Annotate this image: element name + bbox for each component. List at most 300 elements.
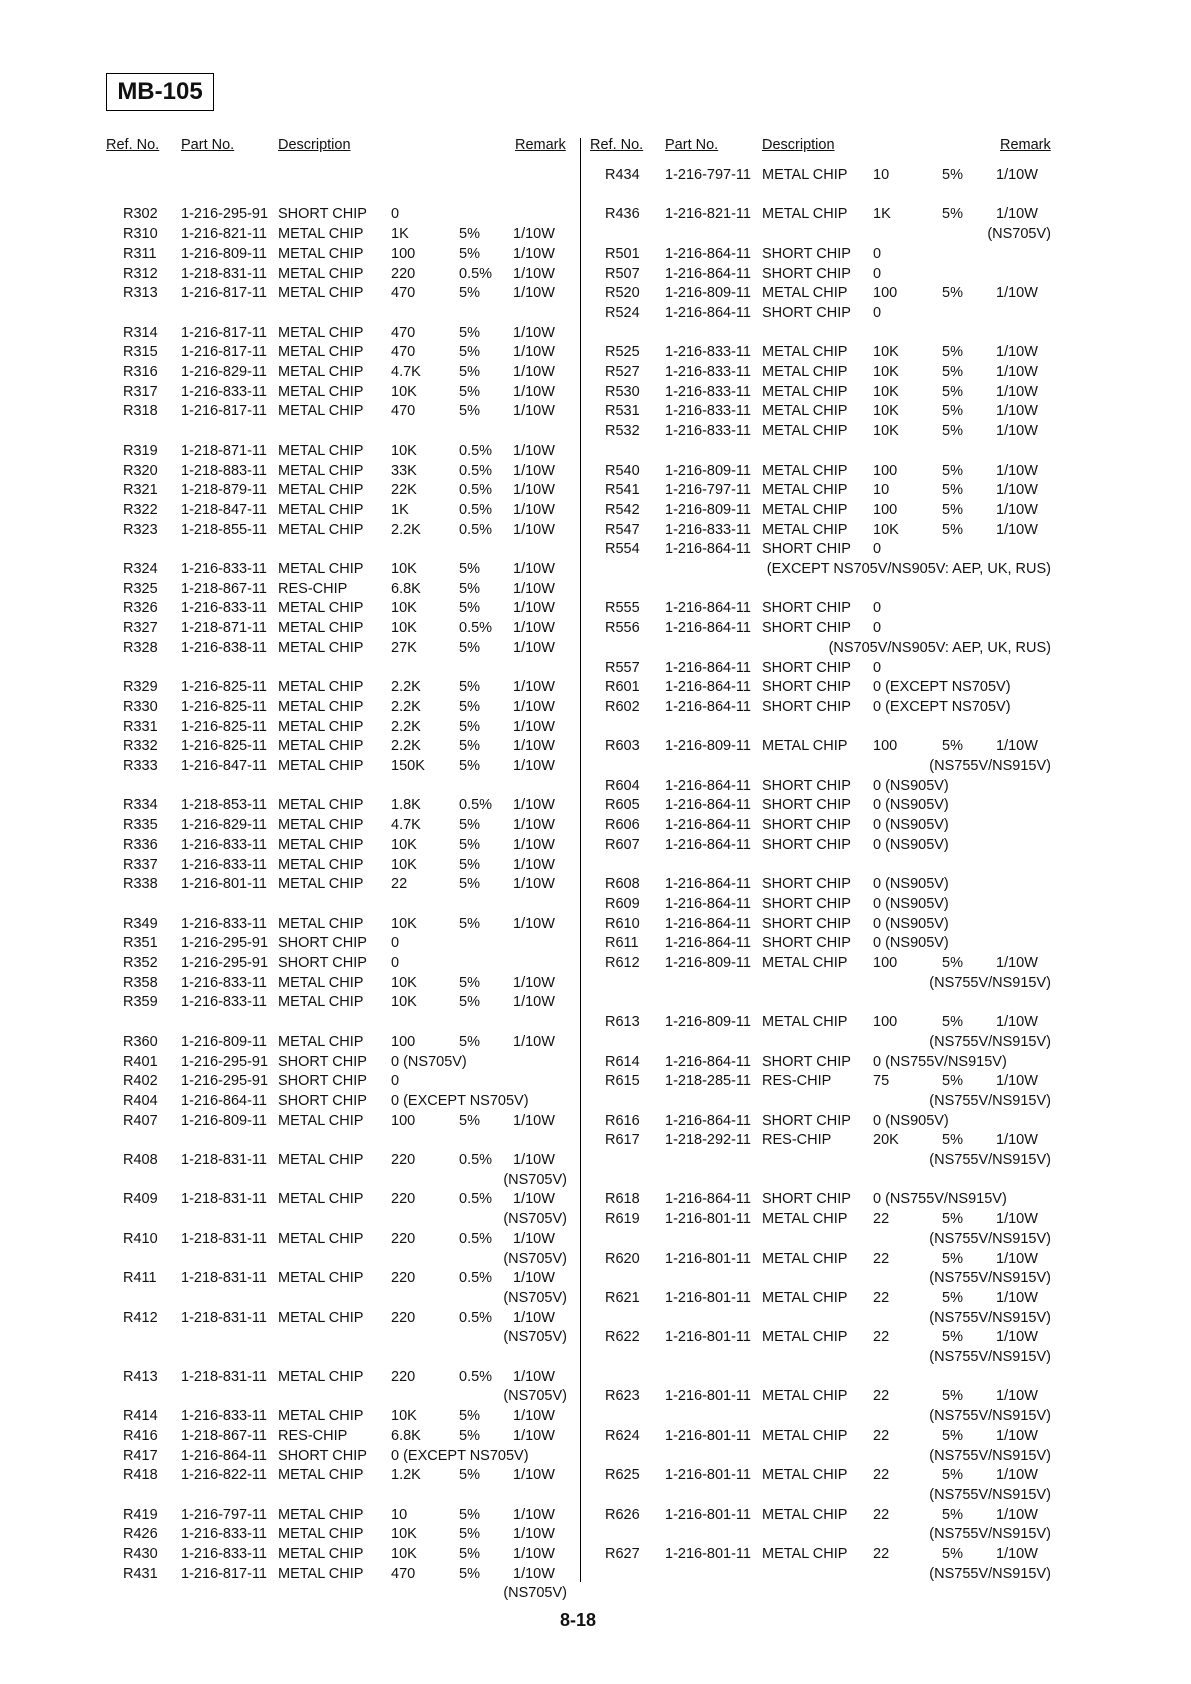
value: 22	[873, 1467, 890, 1484]
tolerance: 5%	[459, 876, 480, 893]
tolerance: 5%	[459, 856, 480, 873]
ref-no: R620	[605, 1250, 640, 1267]
tolerance: 5%	[942, 1211, 963, 1228]
parts-row	[0, 362, 1191, 382]
tolerance: 0.5%	[459, 1368, 493, 1385]
tolerance: 0.5%	[459, 1152, 493, 1168]
ref-no: R605	[605, 797, 640, 814]
tolerance: 5%	[942, 1388, 963, 1405]
description: METAL CHIP	[278, 817, 364, 834]
model-label: MB-105	[106, 73, 214, 111]
tolerance: 5%	[942, 1250, 963, 1267]
description: METAL CHIP	[762, 955, 848, 971]
part-no: 1-216-801-11	[665, 1546, 751, 1562]
description: METAL CHIP	[762, 206, 848, 223]
tolerance: 5%	[942, 501, 963, 518]
description: SHORT CHIP	[762, 1112, 851, 1129]
parts-row	[0, 1052, 1191, 1072]
description: METAL CHIP	[278, 501, 364, 518]
header-part-no-right: Part No.	[665, 137, 719, 153]
parts-row	[0, 1446, 1191, 1466]
part-no: 1-218-292-11	[665, 1132, 751, 1149]
description: SHORT CHIP	[762, 600, 851, 617]
remark-note: (NS705V)	[503, 1585, 567, 1602]
value: 0 (NS755V/NS915V)	[873, 1053, 1007, 1070]
ref-no: R319	[123, 442, 158, 459]
power-rating: 1/10W	[513, 915, 555, 932]
tolerance: 5%	[459, 245, 480, 262]
power-rating: 1/10W	[513, 758, 555, 774]
part-no: 1-218-853-11	[181, 797, 267, 814]
value: 27K	[391, 639, 417, 656]
parts-row	[0, 1367, 1191, 1387]
description: SHORT CHIP	[762, 817, 851, 834]
description: METAL CHIP	[762, 1250, 848, 1267]
value: 22	[873, 1546, 890, 1562]
tolerance: 5%	[459, 1427, 480, 1444]
power-rating: 1/10W	[996, 482, 1038, 499]
value: 0 (NS905V)	[873, 817, 949, 834]
parts-row	[0, 1071, 1191, 1091]
ref-no: R615	[605, 1073, 640, 1090]
part-no: 1-218-831-11	[181, 1309, 267, 1326]
power-rating: 1/10W	[996, 1073, 1038, 1090]
description: SHORT CHIP	[762, 541, 851, 558]
value: 10K	[391, 994, 417, 1011]
ref-no: R412	[123, 1309, 158, 1326]
part-no: 1-216-833-11	[665, 521, 751, 538]
tolerance: 5%	[459, 1506, 480, 1523]
description: METAL CHIP	[278, 639, 364, 656]
value: 4.7K	[391, 364, 421, 380]
ref-no: R312	[123, 265, 158, 282]
description: METAL CHIP	[762, 521, 848, 538]
power-rating: 1/10W	[996, 462, 1038, 479]
parts-row	[0, 697, 1191, 717]
description: METAL CHIP	[278, 1467, 364, 1484]
ref-no: R416	[123, 1427, 158, 1444]
part-no: 1-216-809-11	[181, 245, 267, 262]
description: SHORT CHIP	[762, 935, 851, 952]
parts-row	[0, 500, 1191, 520]
value: 220	[391, 1230, 416, 1247]
part-no: 1-216-825-11	[181, 698, 267, 715]
description: METAL CHIP	[278, 1526, 364, 1543]
ref-no: R540	[605, 462, 640, 479]
tolerance: 5%	[942, 423, 963, 440]
value: 10K	[873, 383, 899, 400]
description: METAL CHIP	[278, 994, 364, 1011]
value: 0	[873, 245, 882, 262]
description: SHORT CHIP	[762, 265, 851, 282]
parts-row	[0, 441, 1191, 461]
power-rating: 1/10W	[996, 383, 1038, 400]
tolerance: 5%	[942, 521, 963, 538]
part-no: 1-216-864-11	[665, 895, 751, 912]
part-no: 1-218-855-11	[181, 521, 267, 538]
tolerance: 5%	[459, 285, 480, 302]
value: 10K	[391, 561, 417, 577]
remark-note: (NS705V)	[503, 1329, 567, 1346]
value: 10K	[391, 1526, 417, 1543]
part-no: 1-216-864-11	[665, 541, 751, 558]
power-rating: 1/10W	[996, 1329, 1038, 1346]
description: METAL CHIP	[278, 383, 364, 400]
description: SHORT CHIP	[278, 1092, 367, 1109]
power-rating: 1/10W	[513, 383, 555, 400]
part-no: 1-218-847-11	[181, 501, 267, 518]
part-no: 1-216-829-11	[181, 817, 267, 834]
ref-no: R601	[605, 679, 640, 696]
value: 150K	[391, 758, 425, 774]
tolerance: 5%	[942, 955, 963, 971]
description: SHORT CHIP	[762, 777, 851, 794]
value: 10K	[391, 1408, 417, 1425]
part-no: 1-216-829-11	[181, 364, 267, 380]
part-no: 1-216-833-11	[181, 561, 267, 577]
ref-no: R335	[123, 817, 158, 834]
power-rating: 1/10W	[996, 1427, 1038, 1444]
parts-row	[0, 874, 1191, 894]
part-no: 1-216-833-11	[665, 344, 751, 361]
tolerance: 5%	[459, 974, 480, 991]
part-no: 1-216-833-11	[181, 836, 267, 853]
value: 220	[391, 1191, 416, 1208]
tolerance: 5%	[942, 1073, 963, 1090]
tolerance: 5%	[459, 344, 480, 361]
tolerance: 5%	[459, 915, 480, 932]
ref-no: R351	[123, 935, 158, 952]
ref-no: R313	[123, 285, 158, 302]
power-rating: 1/10W	[996, 1211, 1038, 1228]
part-no: 1-216-801-11	[665, 1250, 751, 1267]
tolerance: 5%	[459, 383, 480, 400]
value: 22	[873, 1506, 890, 1523]
ref-no: R524	[605, 304, 640, 321]
part-no: 1-216-838-11	[181, 639, 267, 656]
ref-no: R542	[605, 501, 640, 518]
description: SHORT CHIP	[762, 245, 851, 262]
part-no: 1-216-864-11	[665, 265, 751, 282]
part-no: 1-216-833-11	[181, 1526, 267, 1543]
ref-no: R525	[605, 344, 640, 361]
remark-note: (NS755V/NS915V)	[929, 1349, 1051, 1365]
ref-no: R501	[605, 245, 640, 262]
value: 100	[873, 1014, 898, 1031]
power-rating: 1/10W	[513, 1467, 555, 1484]
description: METAL CHIP	[278, 482, 364, 499]
ref-no: R314	[123, 324, 158, 341]
power-rating: 1/10W	[996, 501, 1038, 518]
part-no: 1-216-833-11	[181, 1546, 267, 1562]
tolerance: 0.5%	[459, 482, 493, 499]
power-rating: 1/10W	[513, 797, 555, 814]
value: 10	[873, 167, 890, 183]
part-no: 1-216-801-11	[665, 1329, 751, 1346]
ref-no: R352	[123, 955, 158, 971]
parts-row	[0, 776, 1191, 796]
power-rating: 1/10W	[996, 403, 1038, 420]
parts-row	[0, 914, 1191, 934]
description: METAL CHIP	[278, 1565, 364, 1582]
description: METAL CHIP	[762, 383, 848, 400]
remark-note: (NS755V/NS915V)	[929, 1033, 1051, 1050]
value: 10K	[873, 344, 899, 361]
ref-no: R402	[123, 1073, 158, 1090]
description: METAL CHIP	[762, 1211, 848, 1228]
description: METAL CHIP	[278, 758, 364, 774]
part-no: 1-216-864-11	[181, 1092, 267, 1109]
description: METAL CHIP	[278, 915, 364, 932]
description: METAL CHIP	[278, 1270, 364, 1287]
header-ref-no-left: Ref. No.	[106, 137, 160, 153]
value: 10K	[391, 1546, 417, 1562]
parts-row	[0, 204, 1191, 224]
tolerance: 0.5%	[459, 1309, 493, 1326]
parts-row	[0, 1111, 1191, 1131]
value: 2.2K	[391, 521, 421, 538]
ref-no: R328	[123, 639, 158, 656]
value: 22	[391, 876, 408, 893]
power-rating: 1/10W	[513, 1112, 555, 1129]
remark-note: (NS755V/NS915V)	[929, 1092, 1051, 1109]
part-no: 1-216-801-11	[181, 876, 267, 893]
ref-no: R556	[605, 620, 640, 637]
description: SHORT CHIP	[762, 698, 851, 715]
ref-no: R326	[123, 600, 158, 617]
power-rating: 1/10W	[996, 955, 1038, 971]
part-no: 1-216-295-91	[181, 955, 269, 971]
parts-row	[0, 1327, 1191, 1347]
part-no: 1-216-864-11	[665, 679, 751, 696]
remark-note: (NS705V)	[503, 1211, 567, 1228]
part-no: 1-216-821-11	[181, 226, 267, 243]
tolerance: 5%	[942, 344, 963, 361]
description: METAL CHIP	[762, 738, 848, 755]
ref-no: R606	[605, 817, 640, 834]
ref-no: R323	[123, 521, 158, 538]
tolerance: 0.5%	[459, 1270, 493, 1287]
parts-row	[0, 618, 1191, 638]
ref-no: R325	[123, 580, 158, 597]
power-rating: 1/10W	[513, 501, 555, 518]
remark-note: (NS705V)	[987, 226, 1051, 243]
parts-row	[0, 1544, 1191, 1564]
tolerance: 0.5%	[459, 797, 493, 814]
parts-row	[0, 855, 1191, 875]
value: 10	[873, 482, 890, 499]
parts-row	[0, 1130, 1191, 1150]
value: 1.2K	[391, 1467, 421, 1484]
power-rating: 1/10W	[996, 364, 1038, 380]
parts-row	[0, 1091, 1191, 1111]
value: 10K	[391, 915, 417, 932]
description: METAL CHIP	[278, 1230, 364, 1247]
remark-note: (NS755V/NS915V)	[929, 1486, 1051, 1503]
ref-no: R414	[123, 1408, 158, 1425]
description: METAL CHIP	[278, 265, 364, 282]
tolerance: 0.5%	[459, 442, 493, 459]
power-rating: 1/10W	[513, 738, 555, 755]
parts-row	[0, 1288, 1191, 1308]
part-no: 1-218-831-11	[181, 1152, 267, 1168]
part-no: 1-216-801-11	[665, 1388, 751, 1405]
part-no: 1-216-809-11	[665, 285, 751, 302]
ref-no: R419	[123, 1506, 158, 1523]
tolerance: 0.5%	[459, 620, 493, 637]
parts-row	[0, 224, 1191, 244]
power-rating: 1/10W	[513, 679, 555, 696]
ref-no: R327	[123, 620, 158, 637]
power-rating: 1/10W	[513, 561, 555, 577]
power-rating: 1/10W	[996, 738, 1038, 755]
ref-no: R330	[123, 698, 158, 715]
value: 22	[873, 1211, 890, 1228]
ref-no: R617	[605, 1132, 640, 1149]
ref-no: R541	[605, 482, 640, 499]
parts-row	[0, 1032, 1191, 1052]
ref-no: R603	[605, 738, 640, 755]
part-no: 1-216-833-11	[665, 403, 751, 420]
power-rating: 1/10W	[513, 974, 555, 991]
parts-row	[0, 461, 1191, 481]
part-no: 1-216-833-11	[665, 364, 751, 380]
description: METAL CHIP	[278, 245, 364, 262]
power-rating: 1/10W	[513, 817, 555, 834]
value: 0	[391, 935, 400, 952]
power-rating: 1/10W	[513, 1408, 555, 1425]
part-no: 1-216-809-11	[181, 1112, 267, 1129]
part-no: 1-216-864-11	[665, 600, 751, 617]
parts-row	[0, 677, 1191, 697]
parts-row	[0, 1347, 1191, 1367]
part-no: 1-216-801-11	[665, 1467, 751, 1484]
ref-no: R418	[123, 1467, 158, 1484]
description: METAL CHIP	[762, 1506, 848, 1523]
value: 0 (NS705V)	[391, 1053, 467, 1070]
description: METAL CHIP	[762, 403, 848, 420]
part-no: 1-216-864-11	[665, 1053, 751, 1070]
parts-row	[0, 579, 1191, 599]
power-rating: 1/10W	[513, 403, 555, 420]
value: 75	[873, 1073, 890, 1090]
parts-row	[0, 283, 1191, 303]
tolerance: 5%	[459, 817, 480, 834]
tolerance: 5%	[942, 403, 963, 420]
tolerance: 5%	[942, 285, 963, 302]
power-rating: 1/10W	[513, 580, 555, 597]
power-rating: 1/10W	[513, 620, 555, 637]
parts-row	[0, 756, 1191, 776]
parts-row	[0, 815, 1191, 835]
power-rating: 1/10W	[513, 226, 555, 243]
description: SHORT CHIP	[278, 1053, 367, 1070]
value: 0 (NS905V)	[873, 935, 949, 952]
part-no: 1-216-864-11	[665, 304, 751, 321]
description: SHORT CHIP	[278, 935, 367, 952]
remark-note: (NS705V)	[503, 1388, 567, 1405]
description: METAL CHIP	[278, 324, 364, 341]
value: 100	[391, 1112, 416, 1129]
parts-row	[0, 953, 1191, 973]
tolerance: 5%	[942, 1014, 963, 1031]
parts-row	[0, 1249, 1191, 1269]
tolerance: 5%	[942, 738, 963, 755]
part-no: 1-216-847-11	[181, 758, 267, 774]
ref-no: R613	[605, 1014, 640, 1031]
description: METAL CHIP	[762, 167, 848, 183]
description: METAL CHIP	[278, 1408, 364, 1425]
part-no: 1-216-817-11	[181, 285, 267, 302]
ref-no: R322	[123, 501, 158, 518]
tolerance: 5%	[459, 679, 480, 696]
value: 0	[873, 265, 882, 282]
description: METAL CHIP	[762, 344, 848, 361]
ref-no: R614	[605, 1053, 640, 1070]
value: 470	[391, 344, 416, 361]
ref-no: R310	[123, 226, 158, 243]
description: RES-CHIP	[762, 1073, 832, 1090]
power-rating: 1/10W	[513, 245, 555, 262]
part-no: 1-216-825-11	[181, 718, 267, 735]
parts-row	[0, 323, 1191, 343]
remark-note: (NS755V/NS915V)	[929, 974, 1051, 991]
description: SHORT CHIP	[762, 659, 851, 676]
description: SHORT CHIP	[278, 1073, 367, 1090]
part-no: 1-216-295-91	[181, 206, 269, 223]
value: 100	[391, 1033, 416, 1050]
parts-row	[0, 1012, 1191, 1032]
part-no: 1-216-801-11	[665, 1506, 751, 1523]
ref-no: R338	[123, 876, 158, 893]
ref-no: R336	[123, 836, 158, 853]
description: METAL CHIP	[278, 1309, 364, 1326]
value: 220	[391, 1368, 416, 1385]
parts-row	[0, 1485, 1191, 1505]
ref-no: R316	[123, 364, 158, 380]
power-rating: 1/10W	[513, 442, 555, 459]
part-no: 1-216-801-11	[665, 1427, 751, 1444]
value: 0	[391, 206, 400, 223]
part-no: 1-216-833-11	[665, 383, 751, 400]
part-no: 1-216-295-91	[181, 1073, 269, 1090]
part-no: 1-216-833-11	[181, 994, 267, 1011]
parts-row	[0, 736, 1191, 756]
parts-row	[0, 1564, 1191, 1584]
ref-no: R557	[605, 659, 640, 676]
parts-row	[0, 1386, 1191, 1406]
part-no: 1-218-831-11	[181, 1368, 267, 1385]
tolerance: 5%	[459, 738, 480, 755]
description: METAL CHIP	[762, 1388, 848, 1405]
part-no: 1-218-871-11	[181, 620, 267, 637]
tolerance: 0.5%	[459, 501, 493, 518]
part-no: 1-216-864-11	[665, 817, 751, 834]
power-rating: 1/10W	[996, 1132, 1038, 1149]
power-rating: 1/10W	[513, 521, 555, 538]
ref-no: R409	[123, 1191, 158, 1208]
remark-note: (NS755V/NS915V)	[929, 1270, 1051, 1287]
ref-no: R404	[123, 1092, 158, 1109]
part-no: 1-216-809-11	[665, 738, 751, 755]
ref-no: R349	[123, 915, 158, 932]
ref-no: R329	[123, 679, 158, 696]
ref-no: R333	[123, 758, 158, 774]
part-no: 1-216-864-11	[665, 935, 751, 952]
tolerance: 5%	[942, 1546, 963, 1562]
value: 10K	[873, 423, 899, 440]
ref-no: R401	[123, 1053, 158, 1070]
